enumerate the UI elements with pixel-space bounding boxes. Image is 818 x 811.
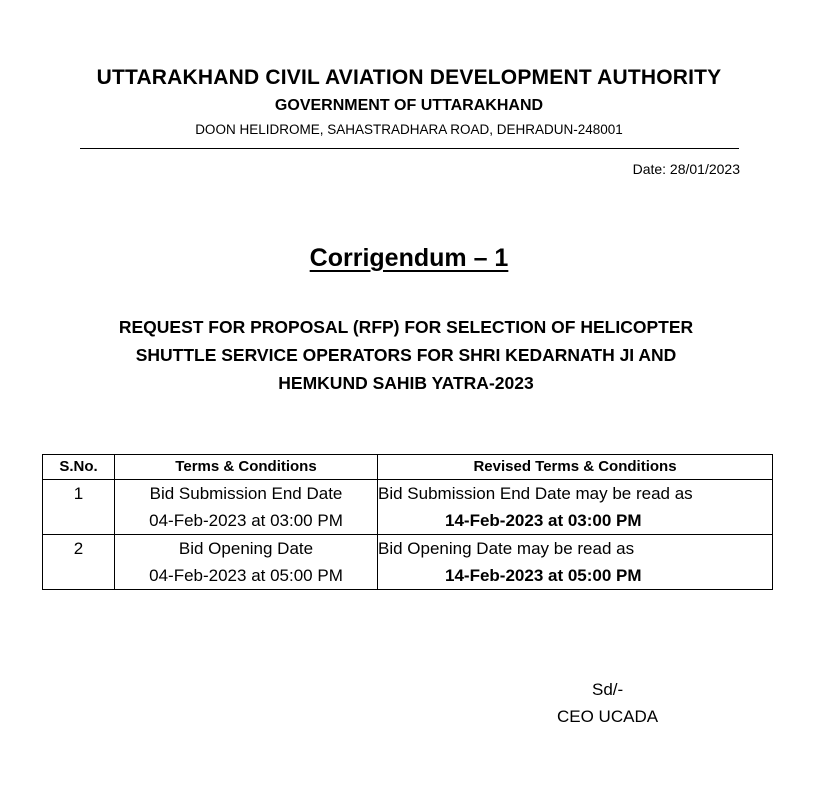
government-name: GOVERNMENT OF UTTARAKHAND <box>274 97 544 114</box>
row-1-sno: 1 <box>43 480 115 535</box>
org-name: UTTARAKHAND CIVIL AVIATION DEVELOPMENT AUTHORITY <box>96 66 722 89</box>
revision-table <box>42 454 773 590</box>
row-1-terms <box>115 480 378 535</box>
rfp-subject <box>90 313 722 397</box>
header-terms: Terms & Conditions <box>115 455 378 480</box>
row-1-revised-text: Bid Submission End Date may be read as <box>378 484 693 503</box>
row-1-term-title: Bid Submission End Date <box>149 484 343 503</box>
row-2-term-date: 04-Feb-2023 at 05:00 PM <box>149 566 343 585</box>
table-header-row <box>43 455 773 480</box>
org-address: DOON HELIDROME, SAHASTRADHARA ROAD, DEHRADUN-248001 <box>195 122 623 137</box>
row-1-revised <box>378 480 773 535</box>
row-2-terms <box>115 535 378 590</box>
header-sno: S.No. <box>43 455 115 480</box>
row-2-revised-text: Bid Opening Date may be read as <box>378 539 635 558</box>
rfp-subject-line-3: HEMKUND SAHIB YATRA-2023 <box>278 373 534 393</box>
header-revised-terms: Revised Terms & Conditions <box>378 455 773 480</box>
signature-sd: Sd/- <box>592 680 624 699</box>
row-1-revised-date: 14-Feb-2023 at 03:00 PM <box>445 511 642 530</box>
row-2-revised <box>378 535 773 590</box>
header-divider <box>80 148 739 149</box>
corrigendum-title: Corrigendum – 1 <box>309 244 509 272</box>
rfp-subject-line-1: REQUEST FOR PROPOSAL (RFP) FOR SELECTION OF HELICOPTER <box>118 317 694 337</box>
rfp-subject-line-2: SHUTTLE SERVICE OPERATORS FOR SHRI KEDARNATH JI AND <box>135 345 677 365</box>
row-2-sno: 2 <box>43 535 115 590</box>
document-date: Date: 28/01/2023 <box>632 161 740 177</box>
row-1-term-date: 04-Feb-2023 at 03:00 PM <box>149 511 343 530</box>
corrigendum-title-wrap <box>0 244 818 273</box>
table-row <box>43 480 773 535</box>
signature-designation: CEO UCADA <box>557 707 659 726</box>
row-2-term-title: Bid Opening Date <box>178 539 314 558</box>
row-2-revised-date: 14-Feb-2023 at 05:00 PM <box>445 566 642 585</box>
table-row <box>43 535 773 590</box>
